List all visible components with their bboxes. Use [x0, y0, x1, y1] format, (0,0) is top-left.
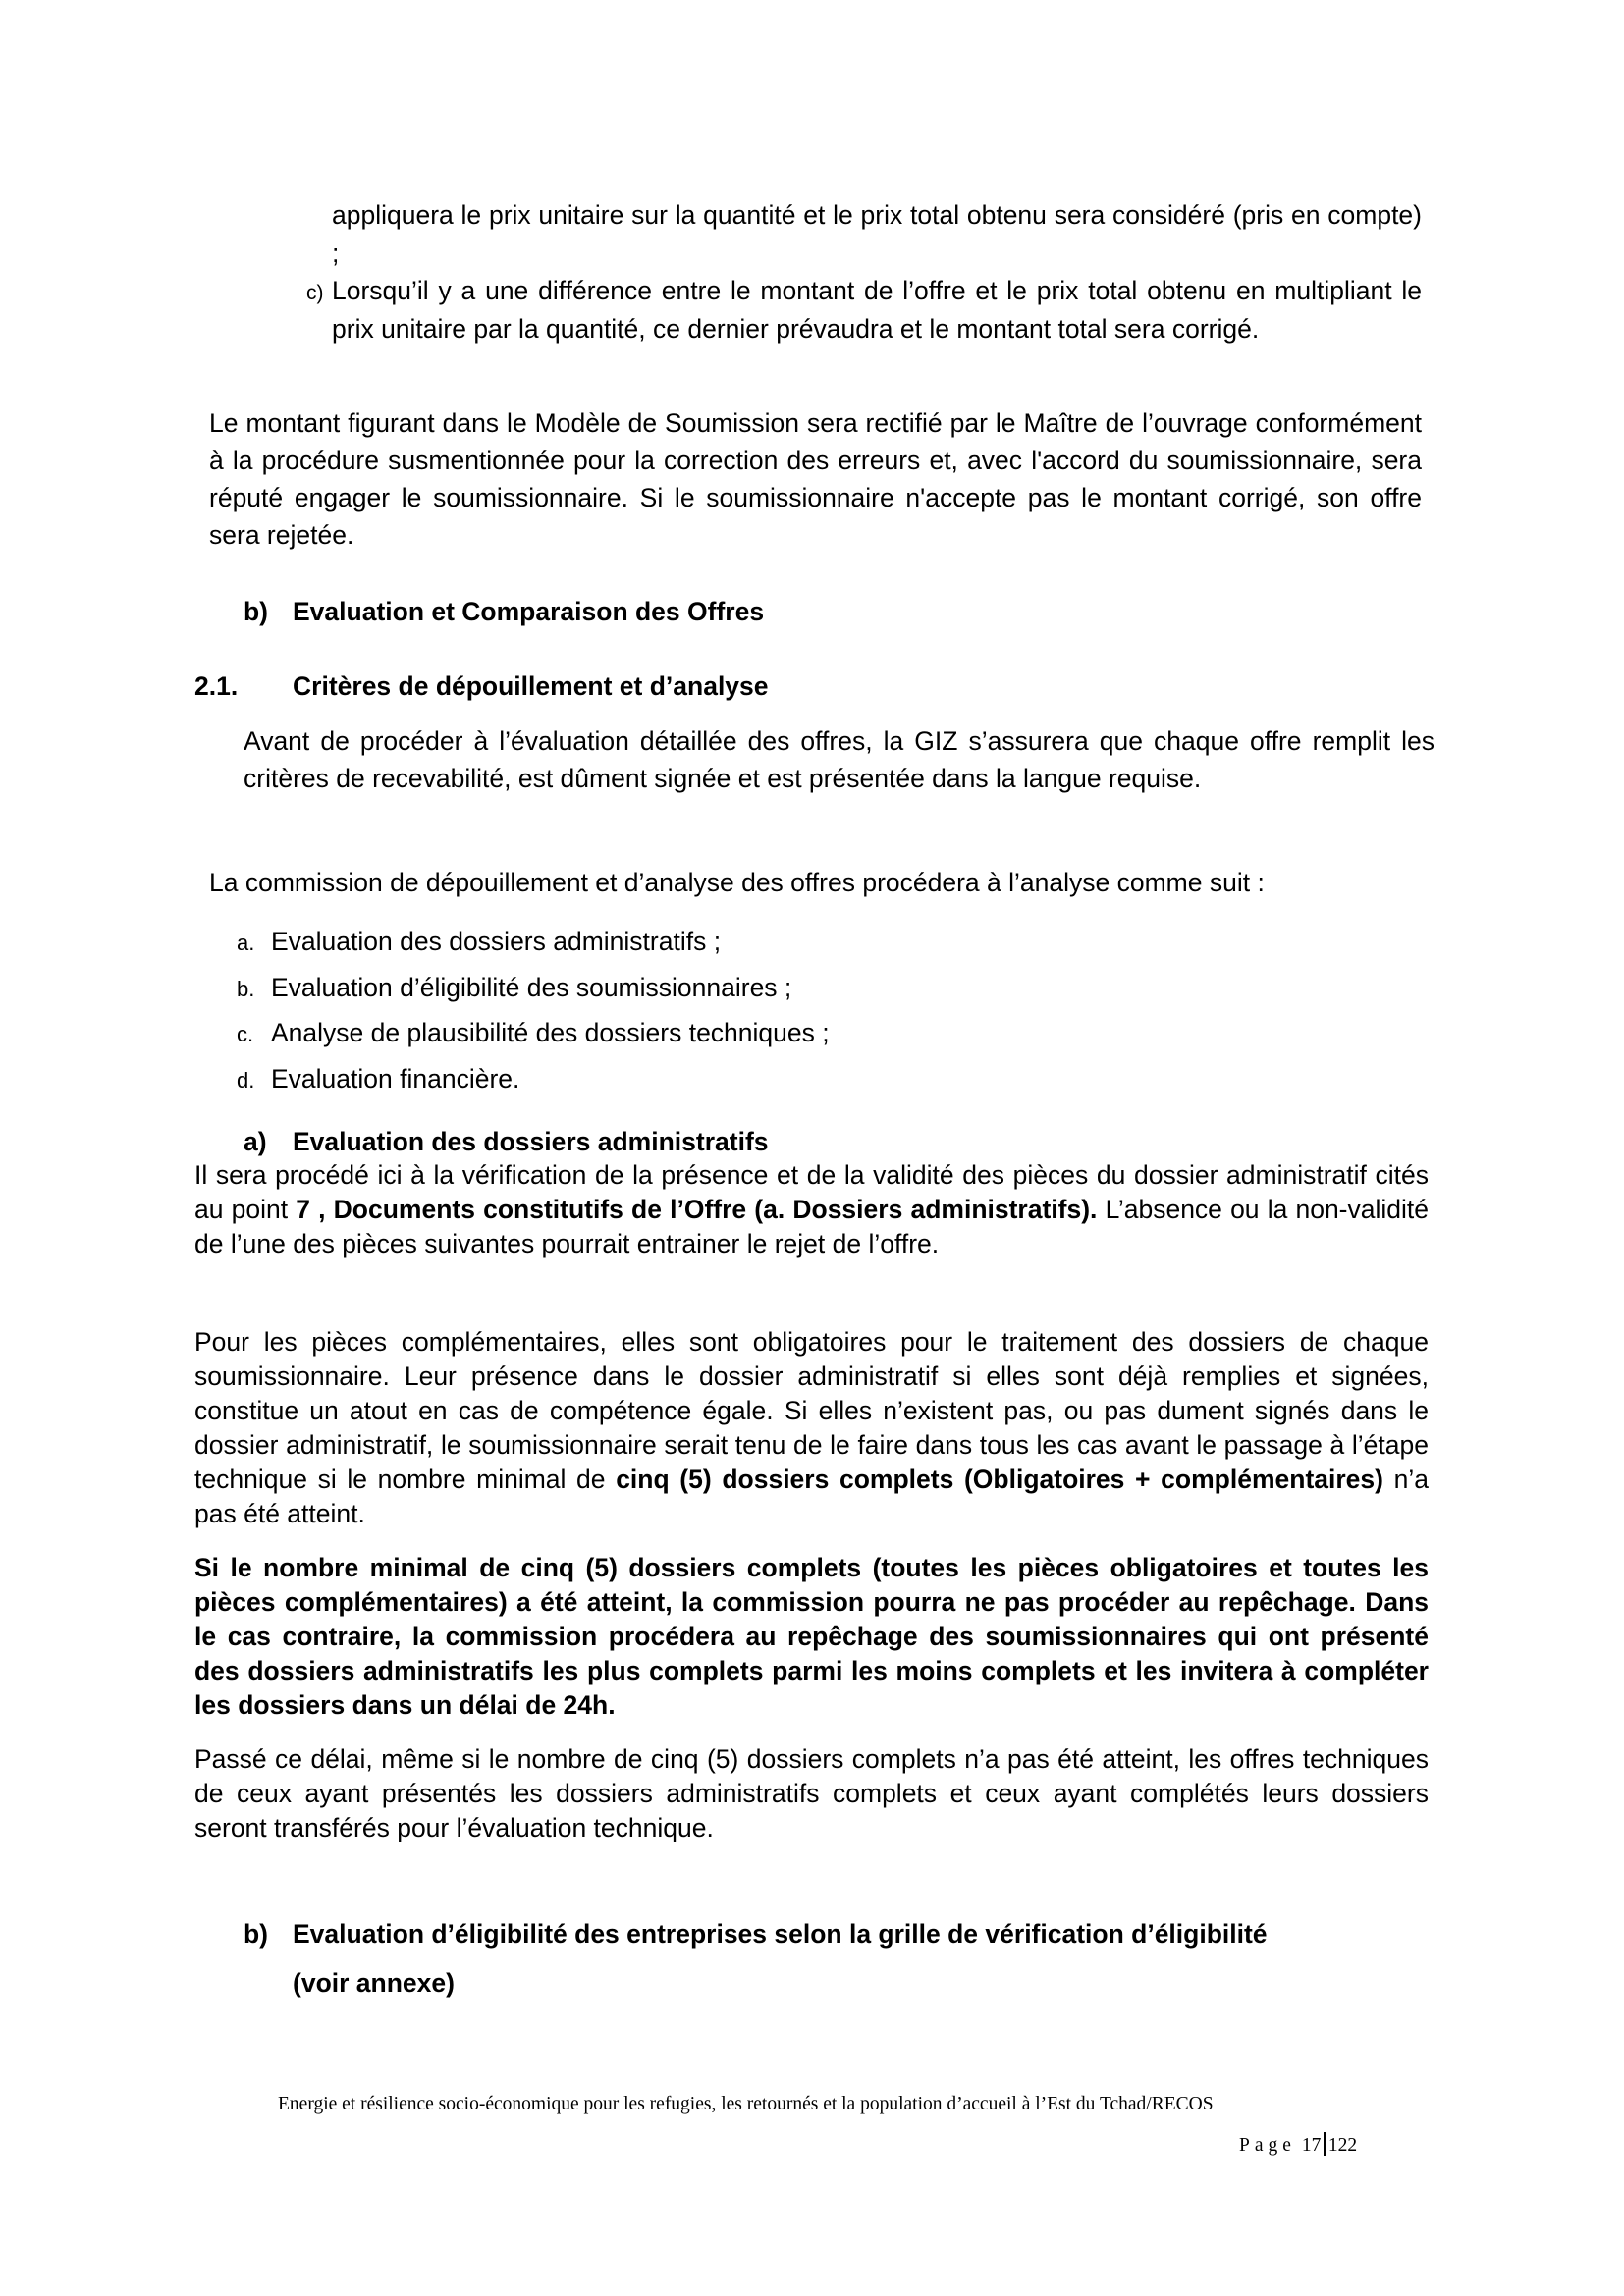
text-run: Il sera procédé ici à la vérification de la présence et de la validité des pièces du dossier administratif cités au point — [194, 1160, 1429, 1224]
page-label: Page — [1239, 2135, 1296, 2156]
paragraph-amount-rectification: Le montant figurant dans le Modèle de Soumission sera rectifié par le Maître de l’ouvrage conformément à la procédure susmentionnée pour la correction des erreurs et, avec l'accord du soumissionnaire, sera réputé engager le soumissionnaire. Si le soumissionnaire n'accepte pas le montant corrigé, son offre sera rejetée. — [209, 408, 1422, 550]
heading-title-line2: (voir annexe) — [293, 1968, 455, 1998]
page-total: 122 — [1327, 2135, 1358, 2156]
heading-title: Critères de dépouillement et d’analyse — [293, 671, 769, 701]
page-number — [1239, 2132, 1357, 2157]
paragraph-document-verification — [194, 1158, 1429, 1261]
analysis-step — [237, 1011, 830, 1057]
list-item-text: appliquera le prix unitaire sur la quantité et le prix total obtenu sera considéré (pris en compte) ; — [332, 200, 1422, 268]
analysis-step — [237, 966, 830, 1012]
step-text: Evaluation financière. — [271, 1063, 520, 1094]
analysis-step — [237, 1057, 830, 1103]
step-marker: c. — [237, 1022, 254, 1046]
heading-number: 2.1. — [194, 671, 239, 701]
list-item-text: Lorsqu’il y a une différence entre le montant de l’offre et le prix total obtenu en multipliant le prix unitaire par la quantité, ce dernier prévaudra et le montant total sera corrigé. — [332, 276, 1422, 344]
list-item-c — [306, 272, 1422, 347]
heading-number: b) — [244, 597, 269, 626]
analysis-step — [237, 920, 830, 966]
text-run: L’absence ou la non-validité de l’une des pièces suivantes pourrait entrainer le rejet de l’offre. — [194, 1195, 1429, 1258]
text-run: n’a pas été atteint. — [194, 1465, 1429, 1528]
text-run: Pour les pièces complémentaires, elles sont obligatoires pour le traitement des dossiers de chaque soumissionnaire. Leur présence dans le dossier administratif si elles sont déjà remplies et signées, constitue un atout en cas de compétence égale. Si elles n’existent pas, ou pas dument signés dans le dossier administratif, le soumissionnaire serait tenu de le faire dans tous les cas avant le passage à l’étape technique si le nombre minimal de — [194, 1327, 1429, 1494]
text-run-bold: cinq (5) dossiers complets (Obligatoires + complémentaires) — [616, 1465, 1383, 1494]
heading-title: Evaluation des dossiers administratifs — [293, 1127, 769, 1156]
footer-project-title: Energie et résilience socio-économique pour les refugies, les retournés et la population d’accueil à l’Est du Tchad/RECOS — [278, 2094, 1214, 2114]
heading-title: Evaluation et Comparaison des Offres — [293, 597, 765, 626]
page-current: 17 — [1301, 2135, 1322, 2156]
step-marker: d. — [237, 1067, 255, 1093]
analysis-steps-list — [237, 920, 830, 1102]
heading-number: b) — [244, 1919, 269, 1949]
text-run-bold: 7 , Documents constitutifs de l’Offre (a. Dossiers administratifs). — [296, 1195, 1098, 1224]
heading-number: a) — [244, 1127, 267, 1156]
heading-eligibility-evaluation — [244, 1909, 1432, 2007]
step-marker: b. — [237, 976, 255, 1001]
heading-evaluation-comparison — [244, 593, 764, 630]
step-marker: a. — [237, 931, 255, 955]
paragraph-deadline-transfer: Passé ce délai, même si le nombre de cinq (5) dossiers complets n’a pas été atteint, les offres techniques de ceux ayant présentés les dossiers administratifs complets et ceux ayant complétés leurs dossiers seront transférés pour l’évaluation technique. — [194, 1744, 1429, 1842]
page-separator — [1324, 2132, 1326, 2156]
heading-administrative-evaluation — [244, 1124, 769, 1159]
list-item-b-continuation — [332, 196, 1422, 272]
paragraph-giz-verification: Avant de procéder à l’évaluation détaillée des offres, la GIZ s’assurera que chaque offre remplit les critères de recevabilité, est dûment signée et est présentée dans la langue requise. — [244, 726, 1435, 793]
paragraph-repechage-rule: Si le nombre minimal de cinq (5) dossiers complets (toutes les pièces obligatoires et toutes les pièces complémentaires) a été atteint, la commission pourra ne pas procéder au repêchage. Dans le cas contraire, la commission procédera au repêchage des soumissionnaires qui ont présenté des dossiers administratifs les plus complets parmi les moins complets et les invitera à compléter les dossiers dans un délai de 24h. — [194, 1553, 1429, 1720]
heading-title-line1: Evaluation d’éligibilité des entreprises selon la grille de vérification d’éligibilité — [293, 1919, 1268, 1949]
list-marker: c) — [306, 282, 324, 304]
step-text: Evaluation des dossiers administratifs ; — [271, 927, 722, 956]
heading-section-2-1 — [194, 667, 769, 705]
step-text: Evaluation d’éligibilité des soumissionnaires ; — [271, 972, 792, 1002]
paragraph-commission-intro: La commission de dépouillement et d’analyse des offres procédera à l’analyse comme suit : — [209, 868, 1265, 897]
step-text: Analyse de plausibilité des dossiers techniques ; — [271, 1018, 830, 1047]
paragraph-complementary-documents — [194, 1325, 1429, 1531]
price-correction-list — [306, 196, 1422, 347]
